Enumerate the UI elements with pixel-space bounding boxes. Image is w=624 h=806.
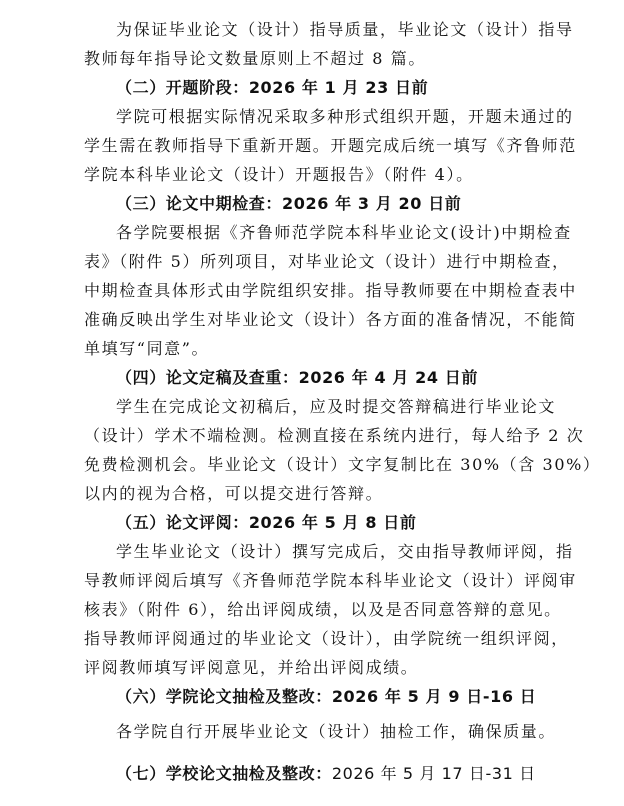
section-heading-opening — [116, 78, 428, 98]
paragraph-line: 指导教师评阅通过的毕业论文（设计），由学院统一组织评阅， — [84, 629, 569, 648]
paragraph-line: 核表》（附件 6），给出评阅成绩，以及是否同意答辩的意见。 — [84, 600, 562, 619]
paragraph-line: （设计）学术不端检测。检测直接在系统内进行，每人给予 2 次 — [84, 426, 585, 445]
section-heading-school-check — [116, 764, 536, 784]
heading-date: 2026 年 3 月 20 日前 — [282, 194, 462, 213]
heading-date: 2026 年 4 月 24 日前 — [298, 368, 478, 387]
heading-label: （三）论文中期检查： — [116, 194, 283, 213]
paragraph-line: 中期检查具体形式由学院组织安排。指导教师要在中期检查表中 — [84, 281, 577, 300]
heading-date: 2026 年 5 月 9 日-16 日 — [331, 687, 537, 706]
heading-date: 2026 年 1 月 23 日前 — [248, 78, 429, 97]
heading-label: （七）学校论文抽检及整改： — [116, 764, 332, 783]
heading-label: （四）论文定稿及查重： — [116, 368, 299, 387]
heading-label: （六）学院论文抽检及整改： — [116, 687, 332, 706]
paragraph-line: 为保证毕业论文（设计）指导质量，毕业论文（设计）指导 — [116, 20, 574, 39]
heading-date: 2026 年 5 月 8 日前 — [248, 513, 417, 532]
section-heading-review — [116, 513, 416, 533]
paragraph-line: 学生毕业论文（设计）撰写完成后，交由指导教师评阅，指 — [116, 542, 574, 561]
paragraph-line: 学院本科毕业论文（设计）开题报告》（附件 4）。 — [84, 165, 474, 184]
paragraph-line: 表》（附件 5）所列项目，对毕业论文（设计）进行中期检查， — [84, 252, 570, 271]
section-heading-college-check — [116, 687, 536, 707]
paragraph-line: 准确反映出学生对毕业论文（设计）各方面的准备情况，不能简 — [84, 310, 577, 329]
paragraph-line: 教师每年指导论文数量原则上不超过 8 篇。 — [84, 49, 426, 68]
section-heading-midterm — [116, 194, 461, 214]
heading-date: 2026 年 5 月 17 日-31 日 — [331, 764, 536, 783]
paragraph-line: 导教师评阅后填写《齐鲁师范学院本科毕业论文（设计）评阅审 — [84, 571, 577, 590]
paragraph-line: 学生需在教师指导下重新开题。开题完成后统一填写《齐鲁师范 — [84, 136, 577, 155]
section-heading-finalize — [116, 368, 478, 388]
heading-label: （五）论文评阅： — [116, 513, 249, 532]
paragraph-line: 评阅教师填写评阅意见，并给出评阅成绩。 — [84, 658, 419, 677]
paragraph-line: 以内的视为合格，可以提交进行答辩。 — [84, 484, 384, 503]
paragraph-line: 各学院要根据《齐鲁师范学院本科毕业论文(设计)中期检查 — [116, 223, 572, 242]
paragraph-line: 各学院自行开展毕业论文（设计）抽检工作，确保质量。 — [116, 722, 557, 741]
heading-label: （二）开题阶段： — [116, 78, 249, 97]
paragraph-line: 单填写“同意”。 — [84, 339, 210, 358]
paragraph-line: 免费检测机会。毕业论文（设计）文字复制比在 30%（含 30%） — [84, 455, 601, 474]
paragraph-line: 学院可根据实际情况采取多种形式组织开题，开题未通过的 — [116, 107, 574, 126]
paragraph-line: 学生在完成论文初稿后，应及时提交答辩稿进行毕业论文 — [116, 397, 557, 416]
